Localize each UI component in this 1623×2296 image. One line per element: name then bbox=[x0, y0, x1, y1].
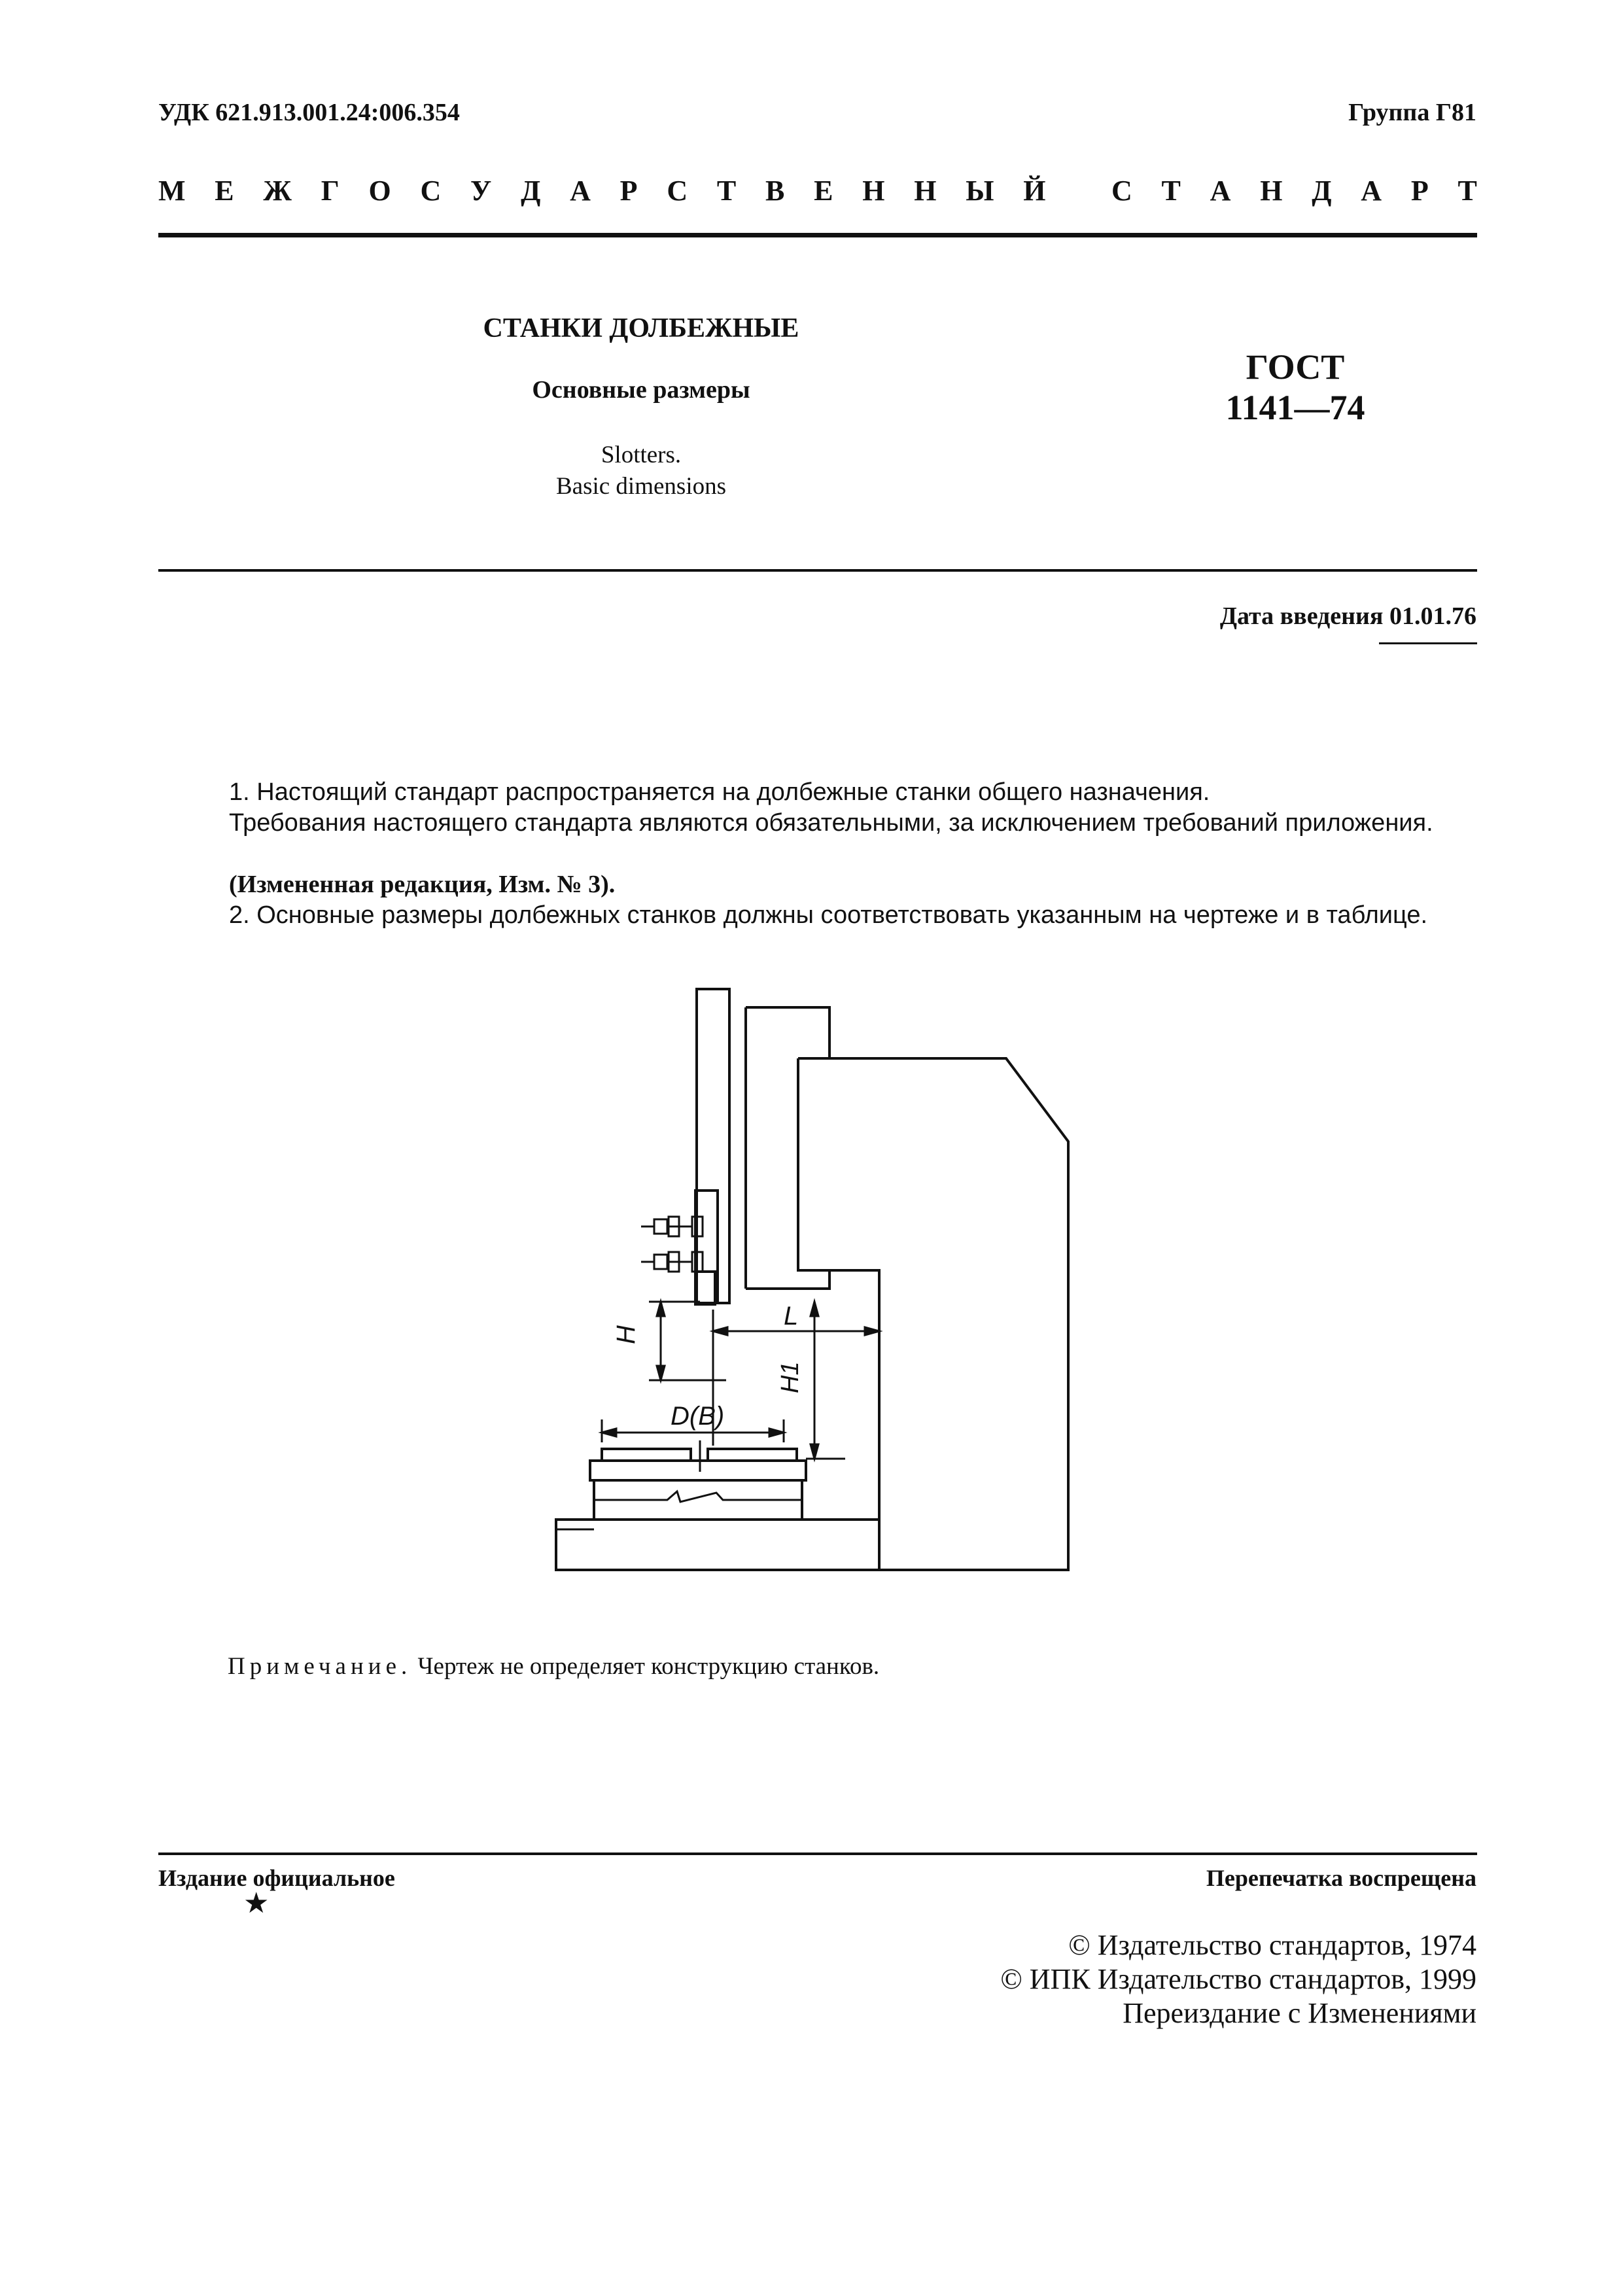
group-code: Группа Г81 bbox=[1348, 99, 1476, 126]
heading-letter: С bbox=[1111, 175, 1132, 207]
heading-letter: Н bbox=[914, 175, 937, 207]
heading-letter: Т bbox=[1457, 175, 1477, 207]
heading-letter: Н bbox=[1260, 175, 1283, 207]
document-title: СТАНКИ ДОЛБЕЖНЫЕ bbox=[483, 313, 799, 343]
heading-letter: Е bbox=[215, 175, 234, 207]
upper-slide bbox=[746, 1007, 829, 1058]
copyright-1999: © ИПК Издательство стандартов, 1999 bbox=[1000, 1963, 1476, 1995]
gost-label: ГОСТ bbox=[1246, 347, 1345, 387]
heading-letter: Т bbox=[716, 175, 737, 207]
amendment-note: (Измененная редакция, Изм. № 3). bbox=[229, 871, 616, 898]
clamp-upper bbox=[641, 1217, 703, 1236]
heading-letter: М bbox=[158, 175, 186, 207]
clamp-lower bbox=[641, 1252, 703, 1272]
note-text: Чертеж не определяет конструкцию станков. bbox=[417, 1653, 880, 1680]
label-h1: H1 bbox=[777, 1361, 804, 1393]
title-rule bbox=[158, 569, 1477, 572]
machine-base bbox=[556, 1520, 879, 1570]
heading-letter: А bbox=[1361, 175, 1382, 207]
english-title bbox=[393, 440, 890, 502]
header-rule bbox=[158, 233, 1477, 237]
label-l: L bbox=[784, 1302, 799, 1331]
paragraph-2: Требования настоящего стандарта являются обязательными, за исключением требований приложения. bbox=[229, 809, 1433, 837]
heading-letter: Е bbox=[814, 175, 833, 207]
heading-letter: О bbox=[368, 175, 391, 207]
heading-letter: Д bbox=[521, 175, 541, 207]
footer-rule bbox=[158, 1852, 1477, 1855]
copyright-1974: © Издательство стандартов, 1974 bbox=[1068, 1929, 1476, 1961]
slotter-drawing bbox=[536, 975, 1092, 1596]
interstate-standard-heading bbox=[158, 174, 1477, 207]
machine-body bbox=[798, 1058, 1068, 1570]
dimension-h1 bbox=[806, 1302, 845, 1459]
drawing-note bbox=[228, 1652, 879, 1680]
heading-letter: С bbox=[420, 175, 442, 207]
heading-letter: А bbox=[570, 175, 591, 207]
reprint-notice: Перепечатка воспрещена bbox=[1206, 1865, 1476, 1891]
heading-letter: У bbox=[470, 175, 492, 207]
rotary-table bbox=[590, 1440, 806, 1520]
document-subtitle: Основные размеры bbox=[532, 376, 750, 404]
introduction-date-value: 01.01.76 bbox=[1389, 602, 1476, 630]
heading-letter: В bbox=[765, 175, 785, 207]
heading-letter: Р bbox=[1410, 175, 1429, 207]
tool bbox=[695, 1272, 715, 1304]
heading-letter: Д bbox=[1312, 175, 1332, 207]
note-label: Примечание. bbox=[228, 1653, 412, 1680]
heading-letter: Й bbox=[1023, 175, 1046, 207]
body-recess bbox=[746, 1058, 829, 1289]
column-front bbox=[829, 1270, 879, 1570]
introduction-date bbox=[1220, 602, 1476, 631]
heading-letter: Р bbox=[620, 175, 638, 207]
udk-code: УДК 621.913.001.24:006.354 bbox=[158, 99, 460, 126]
heading-letter: А bbox=[1210, 175, 1231, 207]
gost-code: 1141—74 bbox=[1225, 388, 1365, 427]
star-icon: ★ bbox=[243, 1887, 270, 1919]
heading-letter: Т bbox=[1161, 175, 1181, 207]
official-edition: Издание официальное bbox=[158, 1865, 395, 1891]
paragraph-3: 2. Основные размеры долбежных станков должны соответствовать указанным на чертеже и в таблице. bbox=[229, 901, 1428, 929]
reissue-note: Переиздание с Изменениями bbox=[1123, 1997, 1476, 2029]
label-h: H bbox=[612, 1325, 640, 1344]
heading-letter: Н bbox=[862, 175, 885, 207]
gost-number bbox=[1171, 347, 1420, 428]
copyright-block bbox=[1000, 1928, 1476, 2030]
heading-letter: Ы bbox=[966, 175, 994, 207]
heading-letter: С bbox=[667, 175, 688, 207]
dimension-h bbox=[649, 1302, 726, 1380]
heading-letter: Г bbox=[321, 175, 340, 207]
paragraph-1: 1. Настоящий стандарт распространяется на долбежные станки общего назначения. bbox=[229, 778, 1210, 806]
heading-letter bbox=[1075, 174, 1082, 207]
heading-letter: Ж bbox=[263, 175, 292, 207]
label-db: D(B) bbox=[671, 1402, 725, 1431]
date-underline bbox=[1379, 642, 1477, 644]
introduction-date-label: Дата введения bbox=[1219, 602, 1384, 630]
english-title-line-2: Basic dimensions bbox=[555, 473, 726, 500]
english-title-line-1: Slotters. bbox=[601, 442, 682, 468]
